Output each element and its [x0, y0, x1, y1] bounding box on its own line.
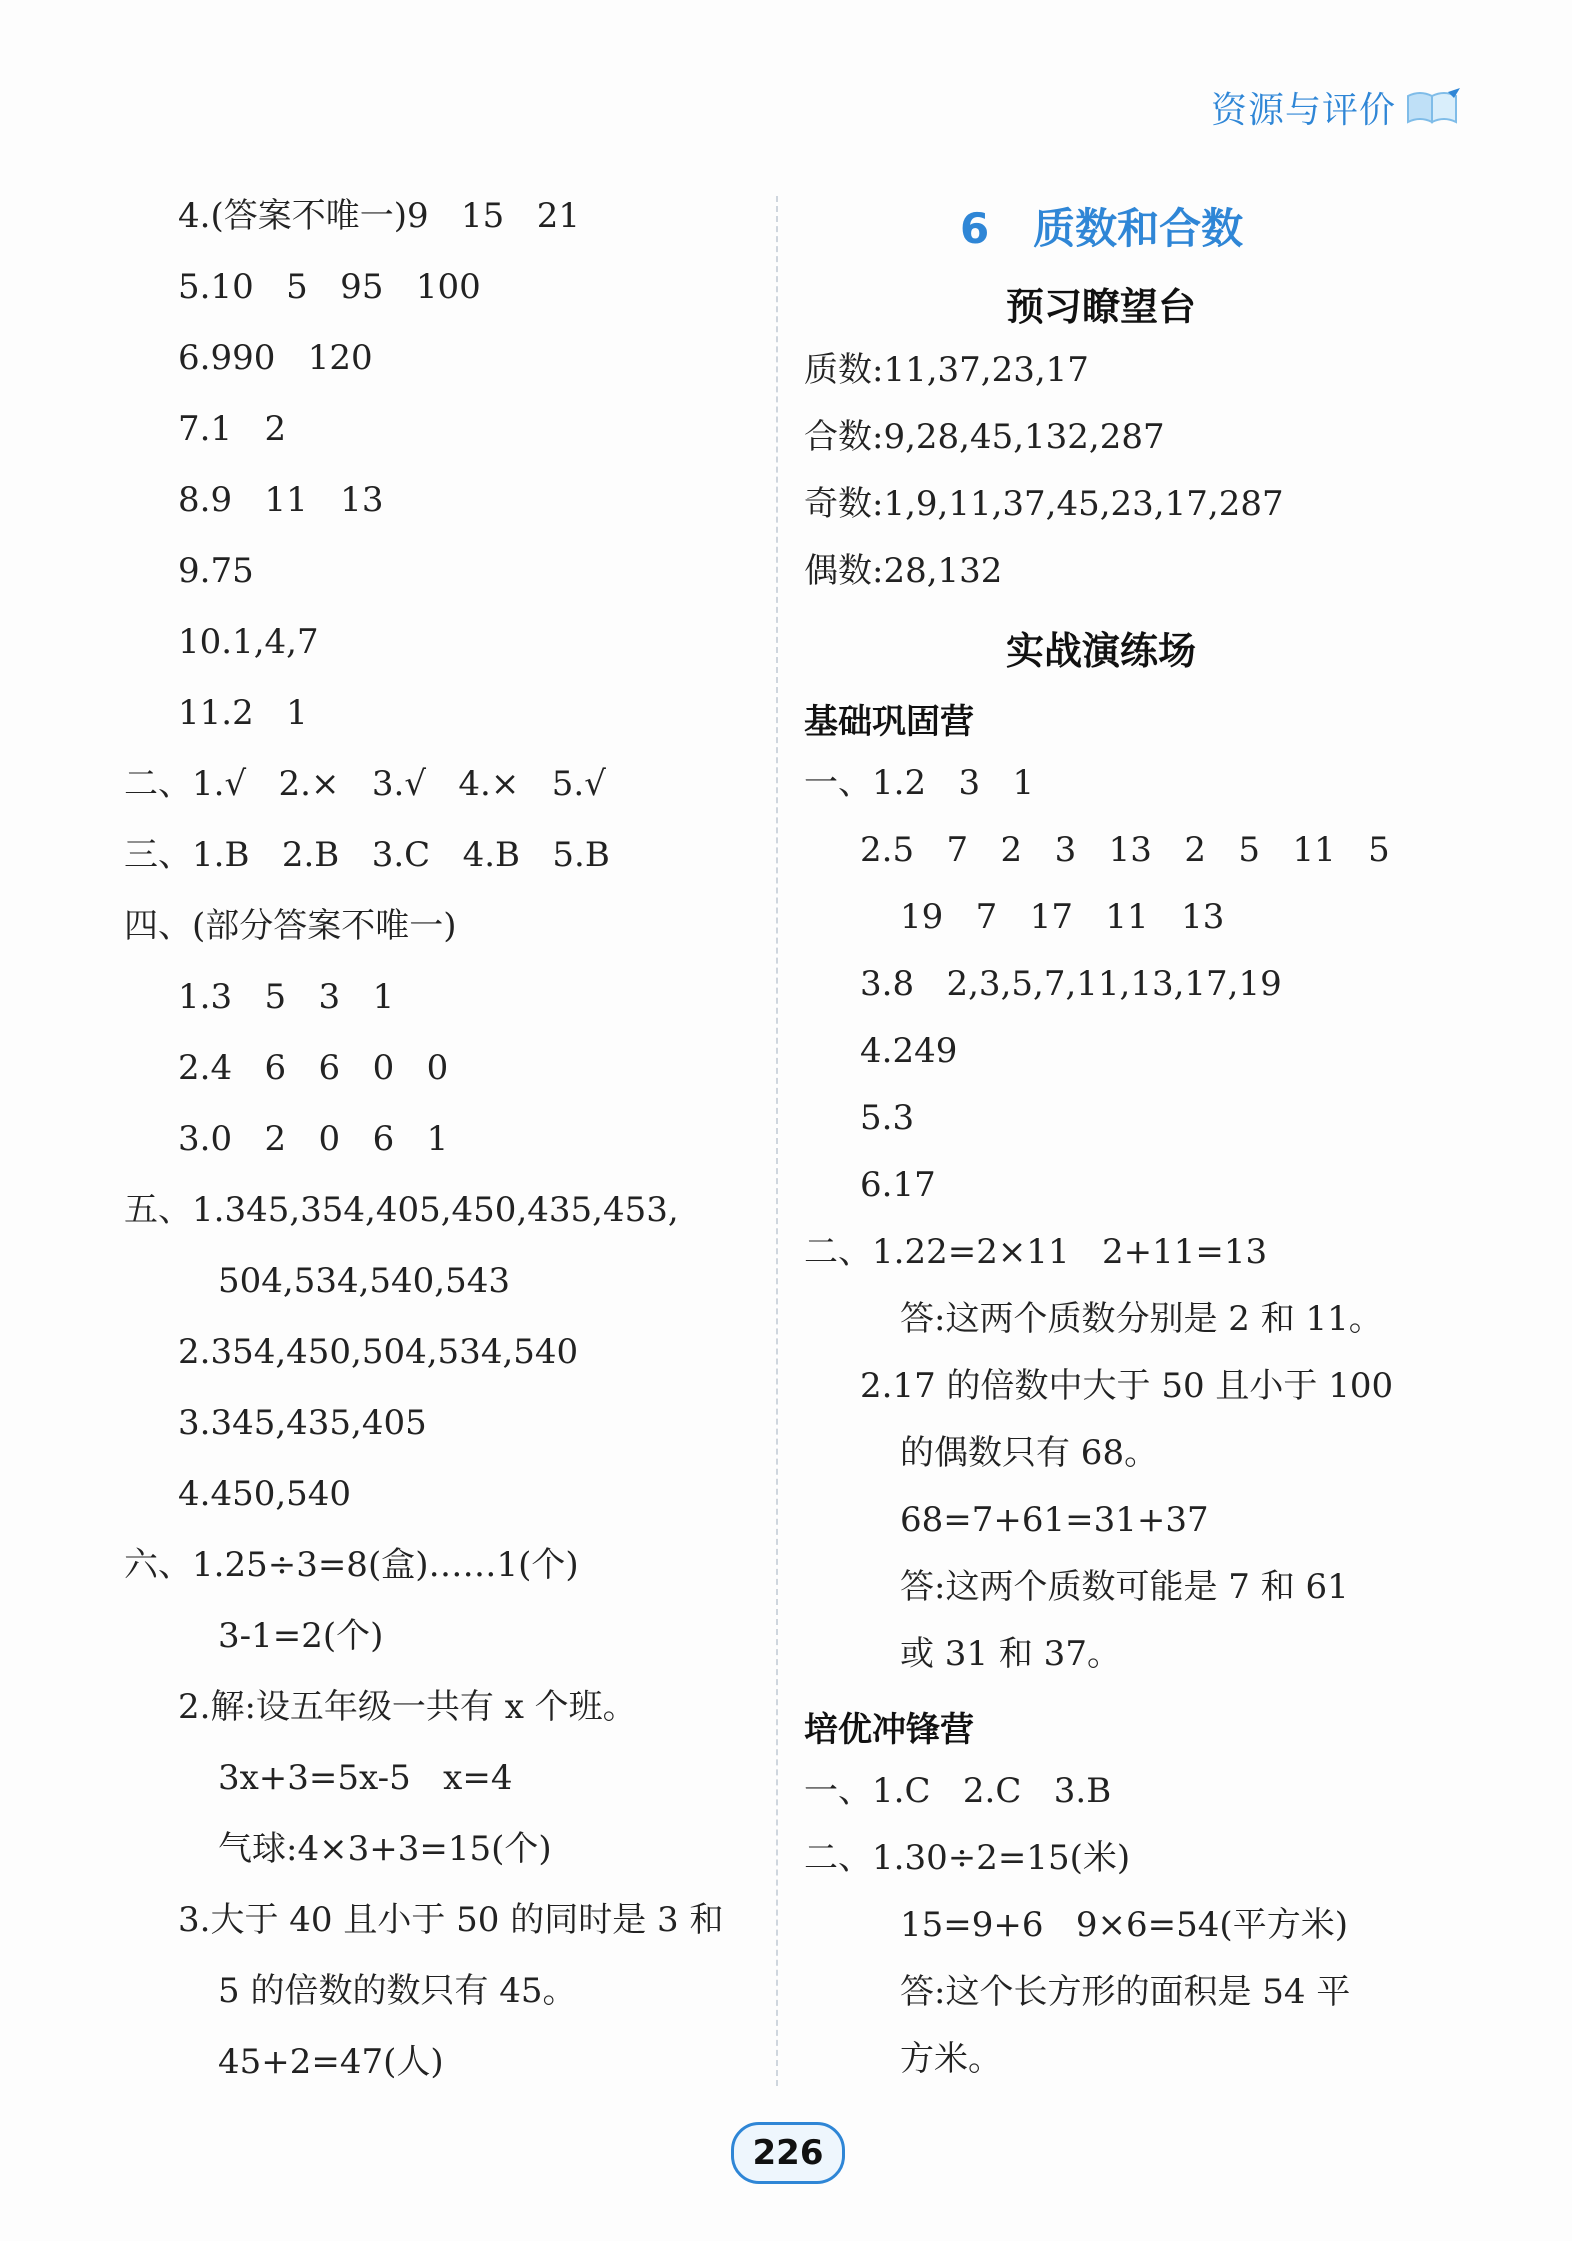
answer-line: 的偶数只有 68。 — [900, 1433, 1159, 1473]
answer-line: 4.249 — [860, 1031, 958, 1071]
answer-line: 答:这个长方形的面积是 54 平 — [900, 1972, 1351, 2012]
answer-line: 3x+3=5x-5 x=4 — [218, 1758, 513, 1798]
chapter-title: 6 质数和合数 — [960, 204, 1244, 253]
answer-line: 1.3 5 3 1 — [178, 977, 395, 1017]
brand-title: 资源与评价 — [1210, 90, 1396, 131]
answer-line: 答:这两个质数可能是 7 和 61 — [900, 1567, 1349, 1607]
section-title-practice: 实战演练场 — [1006, 629, 1197, 673]
answer-line: 5 的倍数的数只有 45。 — [218, 1971, 577, 2011]
answer-line: 或 31 和 37。 — [900, 1634, 1121, 1674]
answer-line: 19 7 17 11 13 — [900, 897, 1225, 937]
answer-line: 二、1.22=2×11 2+11=13 — [804, 1232, 1268, 1272]
answer-line: 9.75 — [178, 551, 254, 591]
answer-line: 504,534,540,543 — [218, 1261, 511, 1301]
answer-line: 2.17 的倍数中大于 50 且小于 100 — [860, 1366, 1394, 1406]
answer-line: 3.8 2,3,5,7,11,13,17,19 — [860, 964, 1282, 1004]
answer-line: 5.10 5 95 100 — [178, 267, 481, 307]
column-divider — [776, 196, 778, 2086]
answer-line: 6.990 120 — [178, 338, 373, 378]
answer-line: 五、1.345,354,405,450,435,453, — [124, 1190, 679, 1230]
preview-line: 偶数:28,132 — [804, 551, 1003, 591]
answer-line: 六、1.25÷3=8(盒)……1(个) — [124, 1545, 579, 1585]
answer-line: 3.345,435,405 — [178, 1403, 427, 1443]
answer-line: 6.17 — [860, 1165, 936, 1205]
answer-line: 5.3 — [860, 1098, 915, 1138]
answer-line: 68=7+61=31+37 — [900, 1500, 1209, 1540]
answer-line: 4.(答案不唯一)9 15 21 — [178, 196, 580, 236]
answer-line: 二、1.30÷2=15(米) — [804, 1838, 1131, 1878]
answer-line: 45+2=47(人) — [218, 2042, 444, 2082]
book-logo-icon — [1404, 86, 1462, 130]
answer-line: 2.354,450,504,534,540 — [178, 1332, 579, 1372]
answer-line: 答:这两个质数分别是 2 和 11。 — [900, 1299, 1383, 1339]
answer-line: 二、1.√ 2.× 3.√ 4.× 5.√ — [124, 764, 606, 804]
answer-line: 2.5 7 2 3 13 2 5 11 5 — [860, 830, 1390, 870]
answer-line: 3.0 2 0 6 1 — [178, 1119, 449, 1159]
answer-line: 气球:4×3+3=15(个) — [218, 1829, 552, 1869]
brand-header — [1211, 82, 1462, 133]
section-title-preview: 预习瞭望台 — [1006, 285, 1197, 329]
answer-line: 3-1=2(个) — [218, 1616, 384, 1656]
preview-line: 奇数:1,9,11,37,45,23,17,287 — [804, 484, 1284, 524]
subsection-advanced: 培优冲锋营 — [804, 1710, 974, 1750]
answer-line: 7.1 2 — [178, 409, 287, 449]
answer-line: 一、1.C 2.C 3.B — [804, 1771, 1112, 1811]
answer-line: 10.1,4,7 — [178, 622, 319, 662]
subsection-basic: 基础巩固营 — [804, 702, 974, 742]
preview-line: 合数:9,28,45,132,287 — [804, 417, 1165, 457]
answer-line: 3.大于 40 且小于 50 的同时是 3 和 — [178, 1900, 724, 1940]
answer-line: 4.450,540 — [178, 1474, 352, 1514]
answer-line: 一、1.2 3 1 — [804, 763, 1035, 803]
preview-line: 质数:11,37,23,17 — [804, 350, 1089, 390]
answer-line: 2.解:设五年级一共有 x 个班。 — [178, 1687, 637, 1727]
page-number: 226 — [731, 2122, 845, 2184]
answer-line: 方米。 — [900, 2039, 1002, 2079]
answer-line: 四、(部分答案不唯一) — [124, 906, 457, 946]
answer-line: 8.9 11 13 — [178, 480, 384, 520]
answer-line: 11.2 1 — [178, 693, 308, 733]
answer-line: 15=9+6 9×6=54(平方米) — [900, 1905, 1348, 1945]
answer-line: 三、1.B 2.B 3.C 4.B 5.B — [124, 835, 610, 875]
answer-line: 2.4 6 6 0 0 — [178, 1048, 449, 1088]
